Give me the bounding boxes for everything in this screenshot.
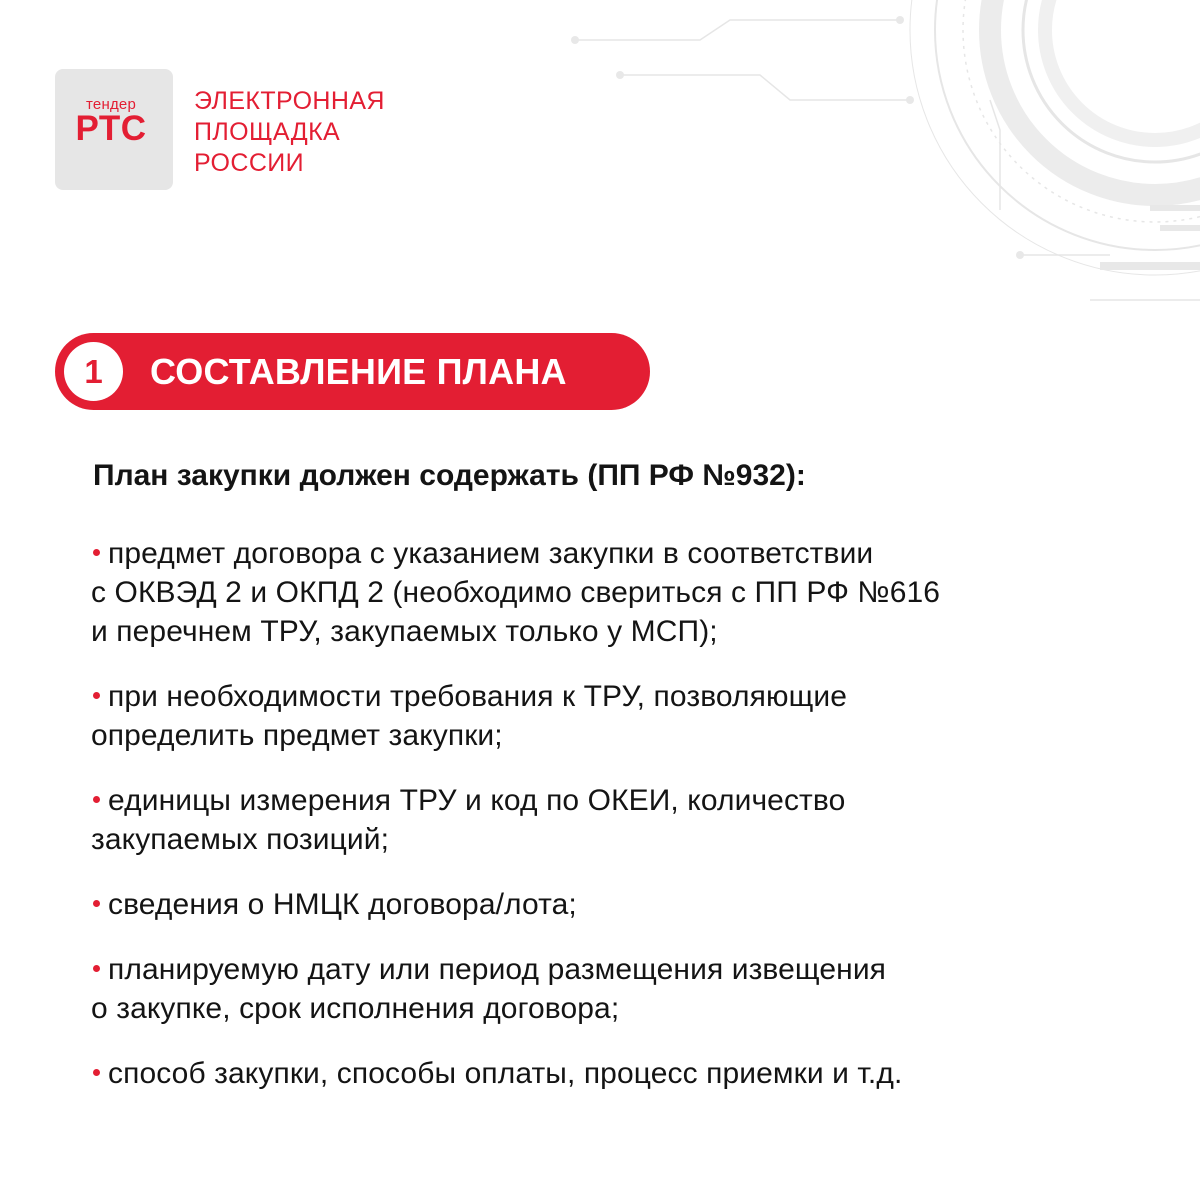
- platform-name-line: РОССИИ: [194, 149, 305, 177]
- logo-small-text: тендер: [86, 96, 136, 113]
- platform-name: [194, 86, 454, 179]
- list-item-text: и перечнем ТРУ, закупаемых только у МСП);: [91, 615, 718, 648]
- list-item: [91, 534, 1091, 651]
- logo: [55, 69, 173, 190]
- bullet-dot-icon: [93, 900, 100, 907]
- bullet-dot-icon: [93, 549, 100, 556]
- bullet-dot-icon: [93, 1069, 100, 1076]
- platform-name-line: ПЛОЩАДКА: [194, 118, 341, 146]
- platform-name-line: ЭЛЕКТРОННАЯ: [194, 87, 385, 115]
- list-item-text: закупаемых позиций;: [91, 823, 390, 856]
- list-item-text: сведения о НМЦК договора/лота;: [108, 888, 577, 921]
- list-item-text: о закупке, срок исполнения договора;: [91, 992, 620, 1025]
- section-number-badge: 1: [64, 342, 123, 401]
- list-item: [91, 677, 1091, 755]
- list-item-text: определить предмет закупки;: [91, 719, 503, 752]
- bullet-dot-icon: [93, 692, 100, 699]
- bullet-dot-icon: [93, 965, 100, 972]
- logo-big-text: РТС: [75, 109, 147, 148]
- section-heading: [55, 333, 650, 410]
- requirements-list: [91, 534, 1091, 1119]
- list-item-text: предмет договора с указанием закупки в соответствии: [108, 537, 874, 570]
- list-item: [91, 885, 1091, 924]
- list-item-text: с ОКВЭД 2 и ОКПД 2 (необходимо свериться с ПП РФ №616: [91, 576, 941, 609]
- section-title: СОСТАВЛЕНИЕ ПЛАНА: [150, 351, 567, 392]
- list-item-text: планируемую дату или период размещения извещения: [108, 953, 887, 986]
- list-item: [91, 1054, 1091, 1093]
- list-item: [91, 950, 1091, 1028]
- list-item-text: единицы измерения ТРУ и код по ОКЕИ, количество: [108, 784, 846, 817]
- intro-text: План закупки должен содержать (ПП РФ №932):: [93, 459, 806, 492]
- list-item: [91, 781, 1091, 859]
- list-item-text: при необходимости требования к ТРУ, позволяющие: [108, 680, 847, 713]
- list-item-text: способ закупки, способы оплаты, процесс приемки и т.д.: [108, 1057, 903, 1090]
- bullet-dot-icon: [93, 796, 100, 803]
